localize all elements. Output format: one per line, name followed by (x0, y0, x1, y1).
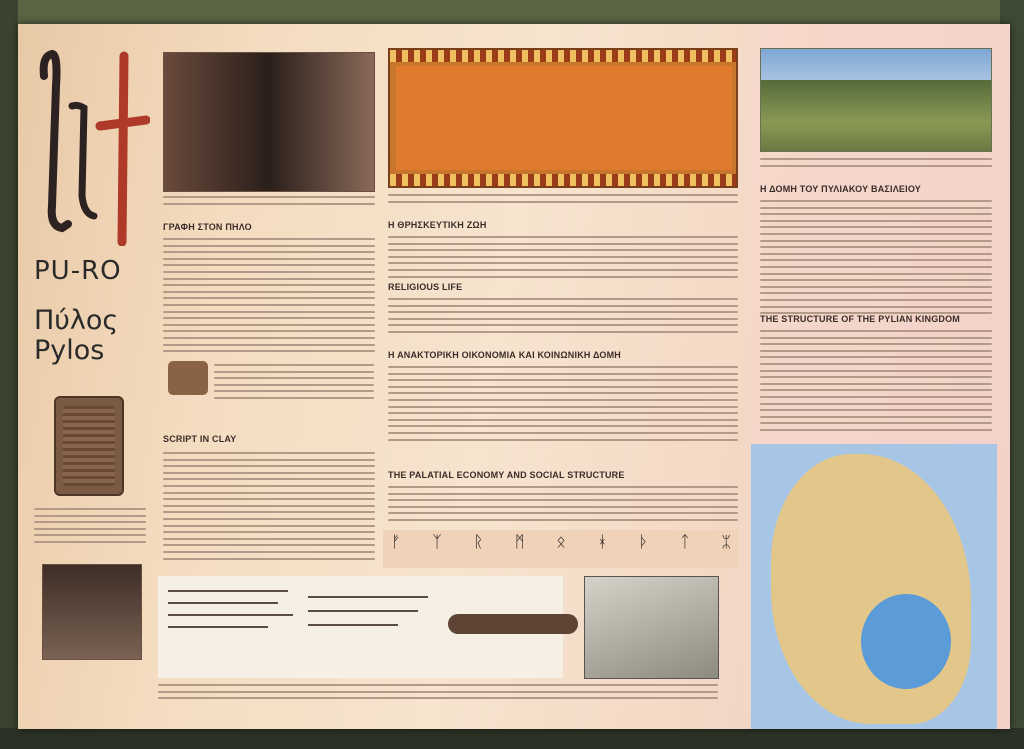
glyph: ᛏ (680, 532, 690, 551)
kingdom-map (751, 444, 997, 729)
portrait-ventris-photo (42, 564, 142, 660)
clay-bar-artifact (448, 614, 578, 634)
glyph: ᚼ (597, 532, 608, 551)
glyph-row (391, 532, 731, 554)
greek-religion-text (388, 236, 738, 282)
clay-tablet-photo (54, 396, 124, 496)
english-religion-text (388, 298, 738, 338)
landscape-caption (760, 158, 992, 171)
researchers-caption (163, 196, 375, 209)
researchers-photo (163, 52, 375, 192)
tablet-fragment-caption (214, 364, 374, 404)
greek-economy-text (388, 366, 738, 445)
heading-english-religion: RELIGIOUS LIFE (388, 282, 463, 292)
english-economy-text (388, 486, 738, 526)
glyph: ᛉ (432, 532, 442, 551)
heading-greek-kingdom: Η ΔΟΜΗ ΤΟΥ ΠΥΛΙΑΚΟΥ ΒΑΣΙΛΕΙΟΥ (760, 184, 921, 194)
title-greek-line-1: Πύλος (34, 305, 119, 336)
glyph: ᛟ (556, 532, 566, 551)
english-script-text (163, 452, 375, 564)
heading-greek-script: ΓΡΑΦΗ ΣΤΟΝ ΠΗΛΟ (163, 222, 252, 232)
bottom-captions (158, 684, 718, 704)
greek-kingdom-text (760, 200, 992, 319)
heading-english-kingdom: THE STRUCTURE OF THE PYLIAN KINGDOM (760, 314, 960, 324)
glyph: ᛗ (514, 532, 525, 551)
glyph: ᚠ (391, 532, 401, 551)
wall-bottom (0, 728, 1024, 749)
fresco-image (388, 48, 738, 188)
wall-left (0, 0, 18, 749)
title-latin: PU-RO (34, 256, 122, 286)
exhibition-panel (18, 24, 1010, 729)
title-greek-line-2: Pylos (34, 335, 105, 366)
heading-english-script: SCRIPT IN CLAY (163, 434, 237, 444)
heading-greek-religion: Η ΘΡΗΣΚΕΥΤΙΚΗ ΖΩΗ (388, 220, 487, 230)
greek-script-text (163, 238, 375, 357)
heading-greek-economy: Η ΑΝΑΚΤΟΡΙΚΗ ΟΙΚΟΝΟΜΙΑ ΚΑΙ ΚΟΙΝΩΝΙΚΗ ΔΟΜΗ (388, 350, 621, 360)
linear-b-sign-icon (38, 46, 150, 246)
glyph: ᚱ (473, 532, 484, 551)
left-caption (34, 508, 146, 548)
title-greek (34, 306, 118, 366)
landscape-photo (760, 48, 992, 152)
tablet-fragment-photo (168, 361, 208, 395)
glyph: ᛯ (721, 532, 731, 551)
excavation-photo (584, 576, 719, 679)
linear-b-glyph-strip (383, 530, 738, 568)
heading-english-economy: THE PALATIAL ECONOMY AND SOCIAL STRUCTURE (388, 470, 625, 480)
english-kingdom-text (760, 330, 992, 436)
glyph: ᚦ (638, 532, 649, 551)
fresco-caption (388, 194, 738, 207)
